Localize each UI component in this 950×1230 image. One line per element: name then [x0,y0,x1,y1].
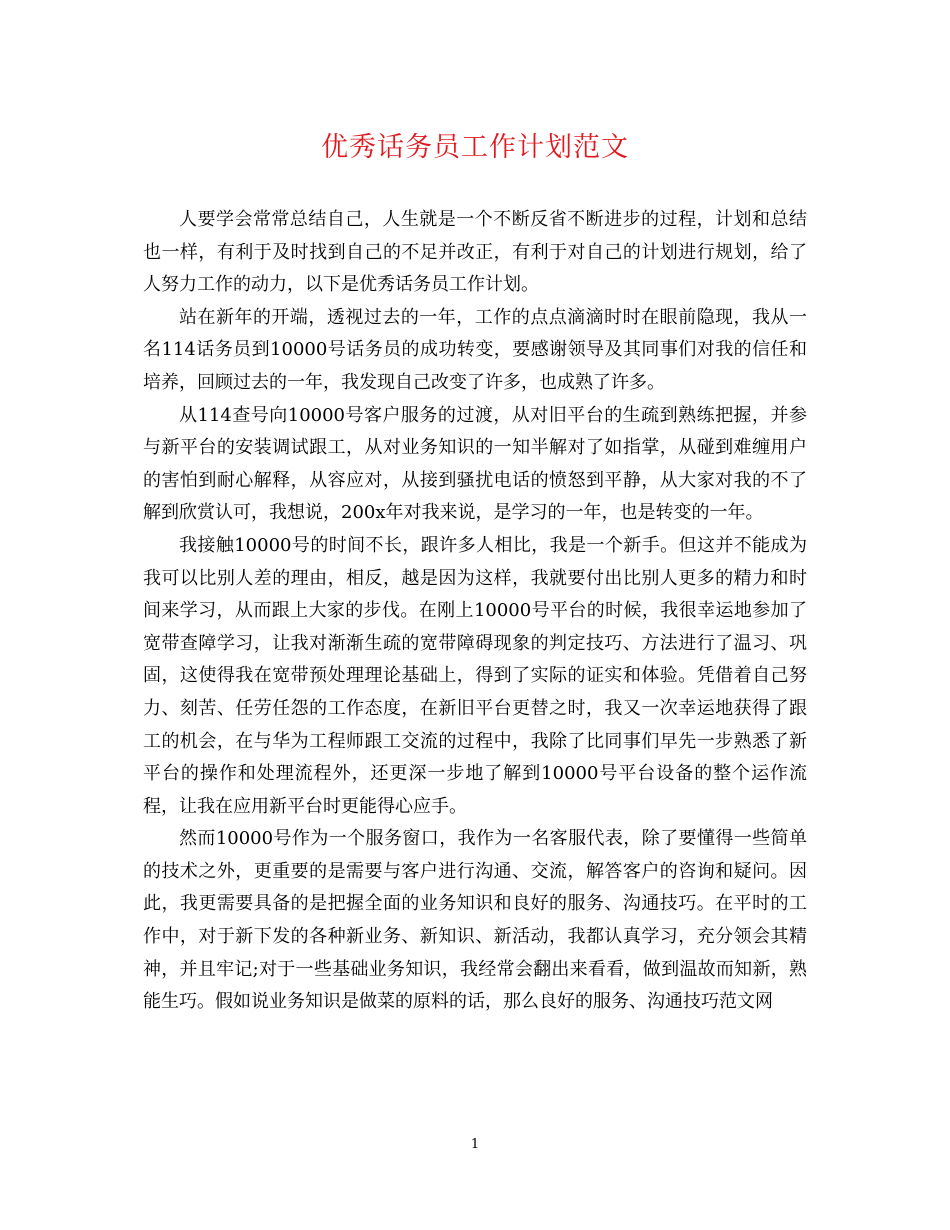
paragraph-3: 从114查号向10000号客户服务的过渡，从对旧平台的生疏到熟练把握，并参与新平台的安装调试跟工，从对业务知识的一知半解对了如指掌，从碰到难缠用户的害怕到耐心解释，从容应对，从接到骚扰电话的愤怒到平静，从大家对我的不了解到欣赏认可，我想说，200x年对我来说，是学习的一年，也是转变的一年。 [143,404,807,524]
document-body [143,204,807,1019]
paragraph-2: 站在新年的开端，透视过去的一年，工作的点点滴滴时时在眼前隐现，我从一名114话务员到10000号话务员的成功转变，要感谢领导及其同事们对我的信任和培养，回顾过去的一年，我发现自己改变了许多，也成熟了许多。 [143,306,807,393]
page-title: 优秀话务员工作计划范文 [321,132,629,163]
paragraph-1: 人要学会常常总结自己，人生就是一个不断反省不断进步的过程，计划和总结也一样，有利于及时找到自己的不足并改正，有利于对自己的计划进行规划，给了人努力工作的动力，以下是优秀话务员工作计划。 [143,209,807,296]
page-number: 1 [470,1137,480,1152]
paragraph-5: 然而10000号作为一个服务窗口，我作为一名客服代表，除了要懂得一些简单的技术之外，更重要的是需要与客户进行沟通、交流，解答客户的咨询和疑问。因此，我更需要具备的是把握全面的业务知识和良好的服务、沟通技巧。在平时的工作中，对于新下发的各种新业务、新知识、新活动，我都认真学习，充分领会其精神，并且牢记;对于一些基础业务知识，我经常会翻出来看看，做到温故而知新，熟能生巧。假如说业务知识是做菜的原料的话，那么良好的服务、沟通技巧范文网 [143,828,807,1013]
paragraph-4: 我接触10000号的时间不长，跟许多人相比，我是一个新手。但这并不能成为我可以比别人差的理由，相反，越是因为这样，我就要付出比别人更多的精力和时间来学习，从而跟上大家的步伐。在刚上10000号平台的时候，我很幸运地参加了宽带查障学习，让我对渐渐生疏的宽带障碍现象的判定技巧、方法进行了温习、巩固，这使得我在宽带预处理理论基础上，得到了实际的证实和体验。凭借着自己努力、刻苦、任劳任怨的工作态度，在新旧平台更替之时，我又一次幸运地获得了跟工的机会，在与华为工程师跟工交流的过程中，我除了比同事们早先一步熟悉了新平台的操作和处理流程外，还更深一步地了解到10000号平台设备的整个运作流程，让我在应用新平台时更能得心应手。 [143,534,807,817]
